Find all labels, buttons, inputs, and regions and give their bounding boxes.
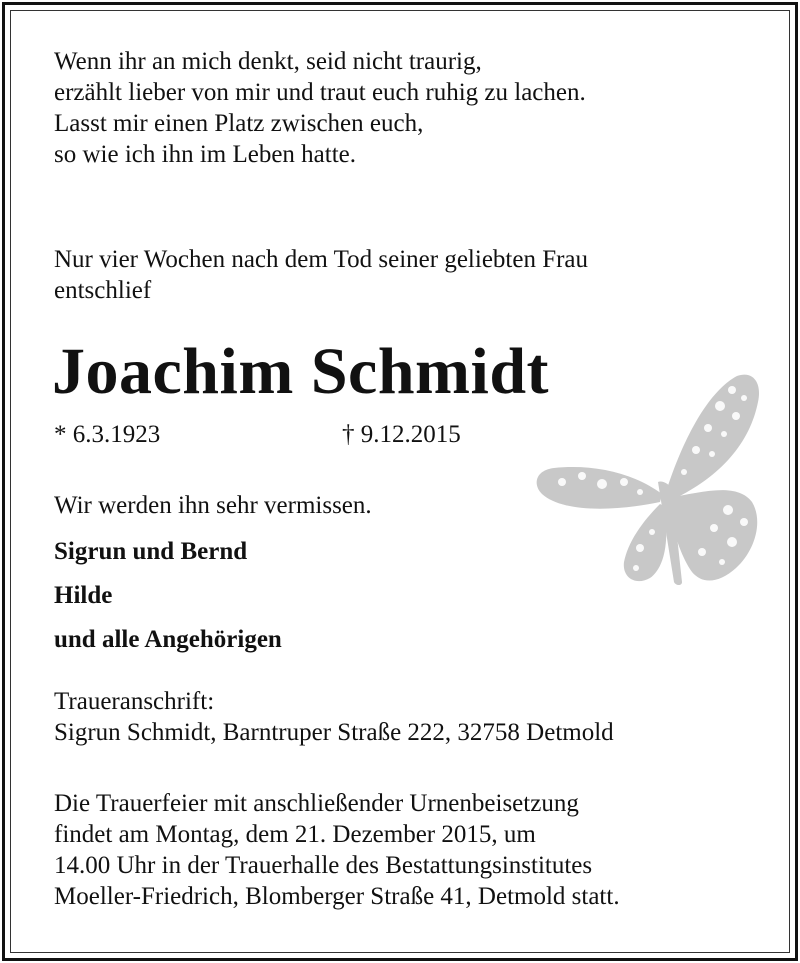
address-label: Traueranschrift: <box>54 688 215 715</box>
poem-line-2: erzählt lieber von mir und traut euch ruhig zu lachen. <box>54 79 586 106</box>
birth-date: * 6.3.1923 <box>54 421 161 448</box>
mourner-1: Sigrun und Bernd <box>54 538 248 565</box>
intro <box>54 244 588 306</box>
poem <box>54 46 586 170</box>
statement: Wir werden ihn sehr vermissen. <box>54 492 372 519</box>
ceremony-line-2: findet am Montag, dem 21. Dezember 2015, um <box>54 821 536 848</box>
mourner-2: Hilde <box>54 582 113 609</box>
intro-line-2: entschlief <box>54 277 152 304</box>
poem-line-3: Lasst mir einen Platz zwischen euch, <box>54 110 424 137</box>
address <box>54 686 614 748</box>
butterfly-icon <box>532 372 764 590</box>
ceremony <box>54 788 620 912</box>
ceremony-line-1: Die Trauerfeier mit anschließender Urnenbeisetzung <box>54 790 579 817</box>
death-date: † 9.12.2015 <box>342 421 461 448</box>
intro-line-1: Nur vier Wochen nach dem Tod seiner geliebten Frau <box>54 246 589 273</box>
deceased-name: Joachim Schmidt <box>52 335 550 408</box>
poem-line-4: so wie ich ihn im Leben hatte. <box>54 141 357 168</box>
ceremony-line-3: 14.00 Uhr in der Trauerhalle des Bestattungsinstitutes <box>54 852 593 879</box>
address-value: Sigrun Schmidt, Barntruper Straße 222, 32758 Detmold <box>54 719 614 746</box>
ceremony-line-4: Moeller-Friedrich, Blomberger Straße 41, Detmold statt. <box>54 883 620 910</box>
mourner-3: und alle Angehörigen <box>54 626 282 653</box>
poem-line-1: Wenn ihr an mich denkt, seid nicht traurig, <box>54 48 482 75</box>
